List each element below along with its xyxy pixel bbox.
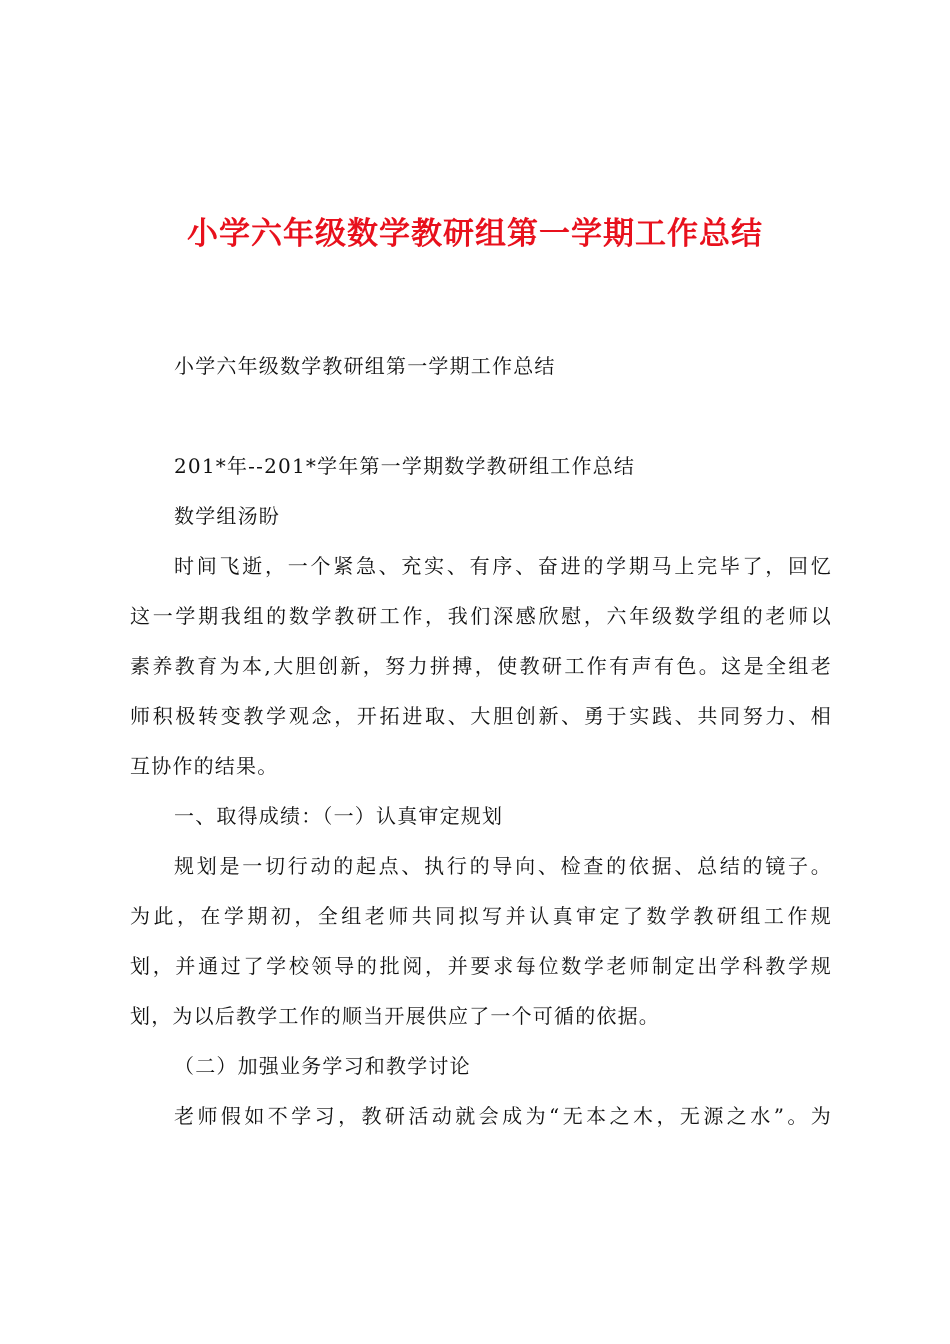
paragraph-1-line-2: 这一学期我组的数学教研工作，我们深感欣慰，六年级数学组的老师以 — [130, 604, 832, 628]
paragraph-2-line-1: 规划是一切行动的起点、执行的导向、检查的依据、总结的镜子。 — [174, 854, 832, 878]
paragraph-2-line-2: 为此，在学期初，全组老师共同拟写并认真审定了数学教研组工作规 — [130, 904, 832, 928]
section-1-heading: 一、取得成绩：（一）认真审定规划 — [174, 804, 504, 828]
author-line: 数学组汤盼 — [174, 504, 280, 528]
subtitle-line: 小学六年级数学教研组第一学期工作总结 — [174, 354, 556, 378]
paragraph-2-line-4: 划，为以后教学工作的顺当开展供应了一个可循的依据。 — [130, 1004, 660, 1028]
year-heading-line: 201*年--201*学年第一学期数学教研组工作总结 — [174, 454, 636, 478]
paragraph-2-line-3: 划，并通过了学校领导的批阅，并要求每位数学老师制定出学科教学规 — [130, 954, 832, 978]
document-title: 小学六年级数学教研组第一学期工作总结 — [187, 216, 763, 252]
document-body — [130, 0, 832, 1344]
paragraph-3-line-1: 老师假如不学习，教研活动就会成为“无本之木，无源之水”。为 — [174, 1104, 832, 1128]
section-2-heading: （二）加强业务学习和教学讨论 — [174, 1054, 471, 1078]
paragraph-1-line-3: 素养教育为本,大胆创新，努力拼搏，使教研工作有声有色。这是全组老 — [130, 654, 832, 678]
paragraph-1-line-1: 时间飞逝，一个紧急、充实、有序、奋进的学期马上完毕了，回忆 — [174, 554, 832, 578]
paragraph-1-line-4: 师积极转变教学观念，开拓进取、大胆创新、勇于实践、共同努力、相 — [130, 704, 832, 728]
paragraph-1-line-5: 互协作的结果。 — [130, 754, 279, 778]
